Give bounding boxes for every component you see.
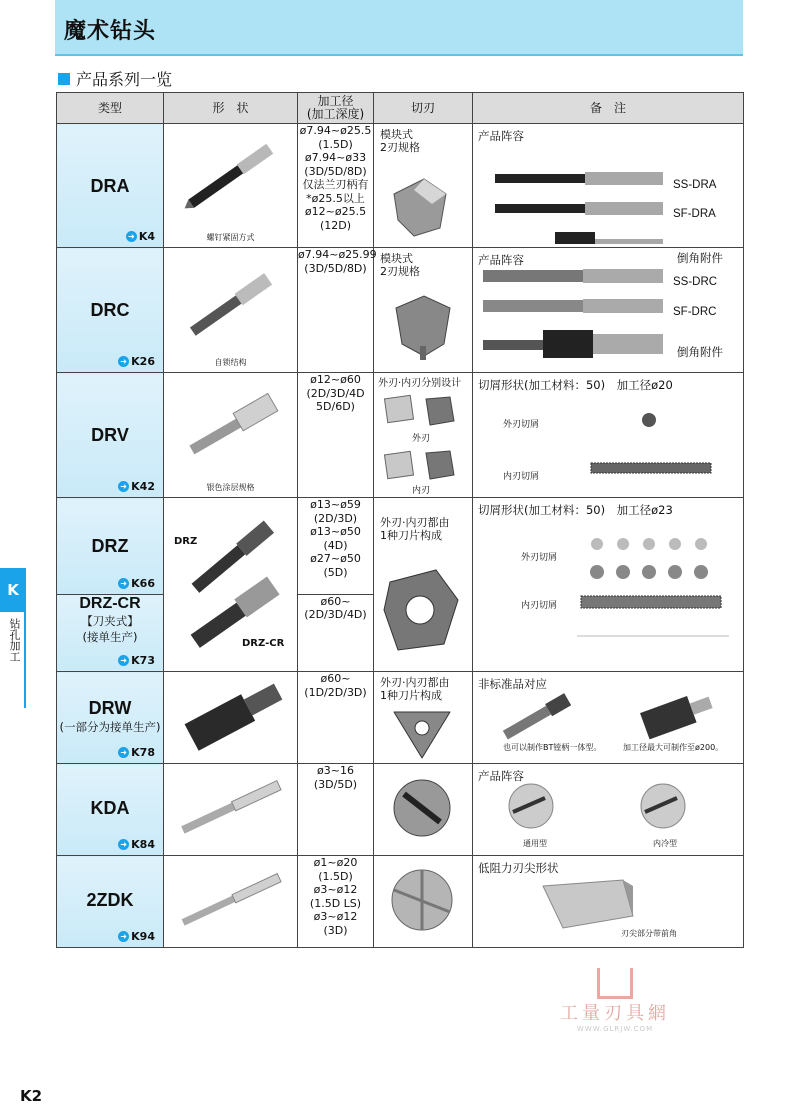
notes-title: 产品阵容	[478, 129, 524, 143]
arrow-right-icon: ➜	[118, 655, 129, 666]
variant-label: SS-DRC	[673, 276, 718, 288]
shape-cell	[164, 498, 298, 672]
edge-line: 2刃规格	[380, 265, 420, 278]
page-ref: K4	[138, 230, 155, 243]
arrow-right-icon: ➜	[118, 931, 129, 942]
drill-image	[164, 248, 296, 358]
notes-cell	[473, 672, 744, 764]
diameter-line: 5D/6D)	[316, 400, 355, 413]
diameter-line: ø7.94~ø25.5	[299, 124, 372, 137]
edge-line: 2刃规格	[380, 141, 420, 154]
type-sub: 【刀夹式】	[81, 613, 139, 628]
diameter-line: ø12~ø60	[310, 373, 361, 386]
diameter-cell	[298, 856, 374, 948]
col-diameter	[298, 93, 374, 124]
variant-label: 倒角附件	[677, 253, 723, 265]
type-sub: (接单生产)	[82, 629, 138, 644]
insert-image	[374, 702, 472, 762]
type-cell	[57, 856, 164, 948]
edge-line: 1种刀片构成	[380, 529, 442, 542]
diameter-cell	[298, 498, 374, 595]
diameter-cell	[298, 373, 374, 498]
diameter-line: (1.5D LS)	[309, 896, 362, 910]
section-marker-icon	[58, 73, 70, 85]
table-row	[57, 498, 744, 595]
notes-cell	[473, 124, 744, 265]
arrow-right-icon: ➜	[118, 839, 129, 850]
page-ref: K42	[131, 480, 155, 493]
notes-cell	[473, 498, 744, 672]
edge-line: 外刃·内刃都由	[380, 676, 450, 689]
insert-image	[374, 856, 472, 944]
chip-outer-label: 外刃切屑	[503, 420, 540, 430]
diameter-line: (2D/3D/4D	[306, 386, 365, 400]
diameter-cell	[298, 248, 377, 373]
insert-image	[374, 560, 472, 660]
insert-image	[374, 286, 472, 366]
shape-cell	[164, 124, 298, 248]
page-title: 魔术钻头	[64, 19, 157, 44]
variant-label: SF-DRA	[673, 208, 716, 220]
diameter-line: (1.5D)	[318, 869, 353, 883]
diameter-line: ø3~ø12	[313, 910, 358, 923]
side-tab[interactable]	[0, 568, 26, 708]
diameter-line: ø3~16	[317, 764, 354, 777]
product-table	[56, 92, 744, 948]
page-ref-link[interactable]	[126, 230, 155, 243]
shape-caption: 螺钉紧固方式	[206, 233, 255, 242]
insert-image	[374, 764, 472, 852]
notes-title: 非标准品对应	[478, 677, 547, 691]
arrow-right-icon: ➜	[118, 356, 129, 367]
shape-cell	[164, 248, 298, 373]
page-ref-link[interactable]	[118, 930, 155, 943]
edge-cell	[374, 764, 473, 856]
edge-line: 模块式	[380, 128, 413, 141]
page-ref: K73	[131, 654, 155, 667]
col-type: 类型	[57, 93, 164, 124]
shape-label: DRZ-CR	[242, 638, 285, 649]
edge-cell	[374, 373, 473, 498]
page-ref-link[interactable]	[118, 838, 155, 851]
table-row	[57, 373, 744, 498]
notes-title: 产品阵容	[478, 769, 524, 783]
diameter-line: ø1~ø20	[313, 856, 358, 869]
diameter-cell	[298, 764, 374, 856]
diameter-line: ø7.94~ø33	[304, 151, 367, 164]
variant-label: SF-DRC	[673, 306, 717, 318]
table-row	[57, 124, 744, 248]
drill-image	[164, 672, 296, 760]
diameter-line: (1.5D)	[318, 137, 353, 151]
watermark-url: WWW.GLRJW.COM	[576, 1025, 654, 1033]
shape-caption: 自锁结构	[214, 358, 247, 367]
variant-label: 倒角附件	[677, 347, 723, 359]
table-row	[57, 248, 744, 373]
shape-cell	[164, 856, 298, 948]
type-cell	[57, 594, 164, 671]
type-name: DRW	[88, 698, 132, 718]
type-name: KDA	[90, 798, 130, 818]
outer-edge-label: 外刃	[412, 434, 431, 444]
page-ref-link[interactable]	[118, 654, 155, 667]
inner-edge-label: 内刃	[412, 486, 431, 496]
chip-inner-label: 内刃切屑	[503, 472, 540, 482]
insert-image	[374, 164, 472, 244]
diameter-line: ø7.94~ø25.99	[298, 248, 377, 261]
notes-title: 产品阵容	[478, 253, 524, 267]
page-number: K2	[20, 1087, 43, 1105]
table-header-row	[57, 93, 744, 124]
type-name: 2ZDK	[86, 890, 134, 910]
diameter-line: ø13~ø50	[310, 525, 361, 538]
note-caption: 也可以制作BT镗柄一体型。	[503, 743, 602, 752]
col-edge: 切刃	[374, 93, 473, 124]
col-diameter-label: 加工径 (加工深度)	[306, 94, 365, 121]
watermark	[540, 968, 690, 1033]
type-cell	[57, 373, 164, 498]
arrow-right-icon: ➜	[126, 231, 137, 242]
header-bar	[55, 0, 743, 54]
shape-label: DRZ	[174, 536, 198, 547]
edge-line: 外刃·内刃分别设计	[378, 378, 462, 389]
notes-title: 低阻力刃尖形状	[478, 861, 559, 875]
header-underline	[55, 54, 743, 56]
shape-cell	[164, 764, 298, 856]
watermark-logo-icon	[597, 968, 633, 999]
drill-image	[164, 764, 296, 852]
edge-cell	[374, 856, 473, 948]
table-row	[57, 764, 744, 856]
notes-title: 切屑形状(加工材料：50) 加工径ø20	[478, 378, 673, 392]
edge-cell	[374, 124, 473, 248]
type-cell	[57, 248, 164, 373]
notes-title: 切屑形状(加工材料：50) 加工径ø23	[478, 503, 673, 517]
shape-cell	[164, 373, 298, 498]
edge-line: 外刃·内刃都由	[380, 516, 450, 529]
shape-cell	[164, 672, 298, 764]
note-caption: 通用型	[523, 839, 547, 848]
page-ref: K78	[131, 746, 155, 759]
type-sub: (一部分为接单生产)	[59, 720, 161, 734]
page-ref: K26	[131, 355, 155, 368]
col-notes: 备 注	[473, 93, 744, 124]
page-ref-link[interactable]	[118, 577, 155, 590]
side-tab-label: 钻孔加工	[8, 618, 21, 662]
chip-image	[473, 373, 743, 493]
type-name: DRZ	[91, 536, 129, 556]
diameter-line: (3D)	[323, 923, 348, 937]
type-cell	[57, 124, 164, 248]
type-cell	[57, 764, 164, 856]
chip-inner-label: 内刃切屑	[521, 601, 558, 611]
diameter-line: (12D)	[319, 218, 352, 232]
type-name: DRA	[90, 176, 130, 196]
arrow-right-icon: ➜	[118, 481, 129, 492]
type-name: DRZ-CR	[79, 594, 141, 612]
diameter-line: ø12~ø25.5	[304, 205, 367, 218]
diameter-line: (3D/5D/8D)	[304, 261, 367, 275]
table-row	[57, 856, 744, 948]
section-heading	[58, 67, 172, 90]
side-tab-letter: K	[0, 568, 26, 612]
chip-outer-label: 外刃切屑	[521, 553, 558, 563]
diameter-cell	[298, 672, 374, 764]
diameter-line: ø3~ø12	[313, 883, 358, 896]
notes-cell	[473, 764, 744, 856]
arrow-right-icon: ➜	[118, 747, 129, 758]
drill-image	[164, 856, 296, 944]
page-ref-link[interactable]	[118, 480, 155, 493]
diameter-line: (3D/5D)	[313, 777, 358, 791]
chip-image	[473, 498, 743, 668]
page-ref: K94	[131, 930, 155, 943]
note-caption: 加工径最大可制作至ø200。	[623, 743, 724, 752]
edge-cell	[374, 672, 473, 764]
diameter-line: *ø25.5以上	[306, 191, 365, 205]
side-tab-bar	[24, 568, 26, 708]
drill-image	[164, 124, 296, 234]
page-ref: K66	[131, 576, 155, 590]
edge-line: 模块式	[380, 252, 413, 265]
note-caption: 刃尖部分带前角	[621, 929, 677, 938]
page-ref-link[interactable]	[118, 746, 155, 759]
notes-cell	[473, 373, 744, 498]
note-caption: 内冷型	[653, 839, 677, 848]
diameter-cell	[298, 594, 374, 671]
section-title: 产品系列一览	[76, 70, 173, 89]
diameter-line: ø60~	[320, 672, 351, 685]
diameter-line: (5D)	[323, 565, 348, 579]
table-row	[57, 672, 744, 764]
page-ref-link[interactable]	[118, 355, 155, 368]
diameter-line: ø60~	[320, 594, 351, 608]
notes-cell	[473, 248, 744, 373]
type-cell	[57, 672, 164, 764]
lineup-image	[473, 764, 743, 852]
page-ref: K84	[131, 838, 155, 851]
diameter-line: ø13~ø59	[310, 498, 361, 511]
type-cell	[57, 498, 164, 595]
notes-cell	[473, 856, 744, 948]
watermark-text: 工量刃具網	[560, 1003, 670, 1024]
drill-image	[164, 373, 296, 483]
diameter-line: 仅法兰刃柄有	[302, 178, 369, 191]
diameter-cell	[298, 124, 374, 248]
arrow-right-icon: ➜	[118, 578, 129, 589]
shape-caption: 银色涂层规格	[206, 483, 255, 492]
diameter-line: (1D/2D/3D)	[304, 685, 367, 699]
diameter-line: (2D/3D)	[313, 511, 358, 525]
type-name: DRC	[90, 300, 130, 320]
type-name: DRV	[91, 425, 129, 445]
diameter-line: ø27~ø50	[310, 552, 361, 565]
diameter-line: (3D/5D/8D)	[304, 164, 367, 178]
diameter-line: (2D/3D/4D)	[304, 608, 367, 622]
edge-line: 1种刀片构成	[380, 689, 442, 702]
variant-label: SS-DRA	[673, 179, 717, 191]
tip-image	[473, 856, 743, 944]
diameter-line: (4D)	[323, 538, 348, 552]
edge-cell	[374, 498, 473, 672]
edge-cell	[374, 248, 473, 373]
col-shape: 形 状	[164, 93, 298, 124]
